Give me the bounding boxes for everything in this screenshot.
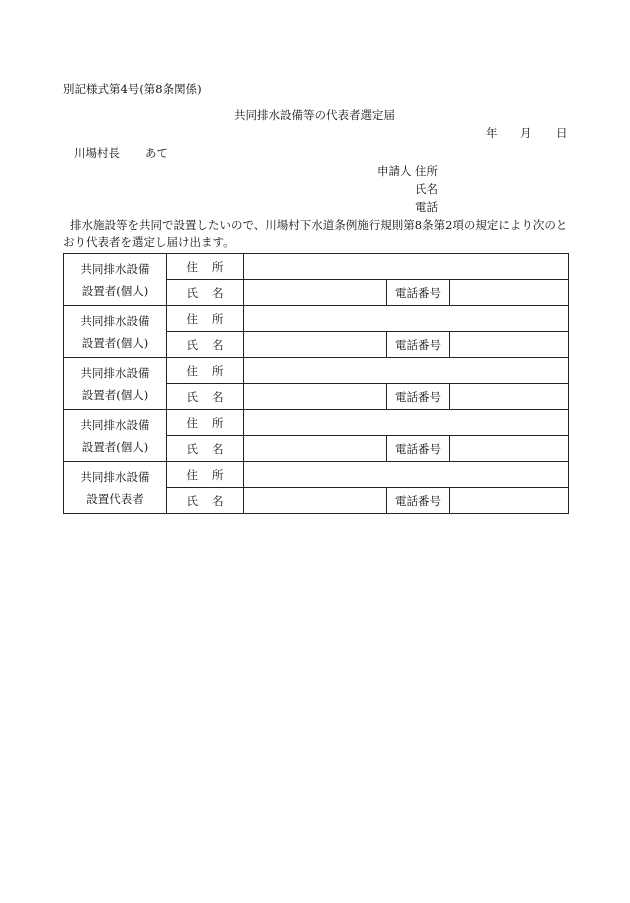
- table-row: [64, 254, 569, 280]
- name-label-b: 名: [212, 285, 224, 300]
- role-line-2: 設置者(個人): [81, 335, 149, 350]
- role-line-1: 共同排水設備: [80, 365, 150, 380]
- date-year-label: 年: [486, 126, 498, 140]
- role-line-2: 設置者(個人): [81, 283, 149, 298]
- name-field[interactable]: [244, 384, 387, 410]
- address-label-b: 所: [212, 259, 224, 274]
- name-label-cell: [167, 436, 244, 462]
- name-label-a: 氏: [186, 493, 198, 508]
- role-line-1: 共同排水設備: [80, 417, 150, 432]
- address-label-a: 住: [186, 467, 198, 482]
- applicant-name-label: 氏名: [415, 182, 438, 196]
- table-row: [64, 306, 569, 332]
- name-label-a: 氏: [186, 389, 198, 404]
- address-field[interactable]: [244, 410, 569, 436]
- role-line-1: 共同排水設備: [80, 261, 150, 276]
- applicant-phone-label: 電話: [415, 200, 438, 214]
- phone-label: 電話番号: [387, 332, 450, 358]
- table-row: [64, 358, 569, 384]
- address-label-cell: [167, 254, 244, 280]
- applicant-address-label: 住所: [415, 164, 438, 178]
- address-label-a: 住: [186, 311, 198, 326]
- role-line-1: 共同排水設備: [80, 313, 150, 328]
- date-day-label: 日: [556, 126, 568, 140]
- name-label-b: 名: [212, 337, 224, 352]
- name-field[interactable]: [244, 488, 387, 514]
- table-row: [64, 462, 569, 488]
- name-field[interactable]: [244, 436, 387, 462]
- representative-table: [63, 253, 569, 514]
- role-cell: [64, 410, 167, 462]
- address-label-a: 住: [186, 415, 198, 430]
- role-cell: [64, 358, 167, 410]
- name-label-b: 名: [212, 389, 224, 404]
- address-label-b: 所: [212, 311, 224, 326]
- phone-label: 電話番号: [387, 436, 450, 462]
- address-label-b: 所: [212, 363, 224, 378]
- body-text-line-1: 排水施設等を共同で設置したいので、川場村下水道条例施行規則第8条第2項の規定により次のと: [70, 218, 568, 232]
- address-label-a: 住: [186, 259, 198, 274]
- role-cell: [64, 306, 167, 358]
- name-label-cell: [167, 384, 244, 410]
- table-row: [64, 410, 569, 436]
- address-label-b: 所: [212, 467, 224, 482]
- role-cell: [64, 254, 167, 306]
- role-cell: [64, 462, 167, 514]
- role-line-1: 共同排水設備: [80, 469, 150, 484]
- name-label-cell: [167, 488, 244, 514]
- name-label-b: 名: [212, 441, 224, 456]
- phone-field[interactable]: [450, 332, 569, 358]
- role-line-2: 設置者(個人): [81, 387, 149, 402]
- address-label-cell: [167, 410, 244, 436]
- name-field[interactable]: [244, 332, 387, 358]
- form-title: 共同排水設備等の代表者選定届: [234, 108, 395, 122]
- address-label-b: 所: [212, 415, 224, 430]
- address-label-cell: [167, 306, 244, 332]
- name-label-b: 名: [212, 493, 224, 508]
- name-field[interactable]: [244, 280, 387, 306]
- phone-label: 電話番号: [387, 280, 450, 306]
- addressee-name: 川場村長: [74, 146, 120, 160]
- phone-field[interactable]: [450, 384, 569, 410]
- address-label-cell: [167, 358, 244, 384]
- address-field[interactable]: [244, 358, 569, 384]
- date-month-label: 月: [520, 126, 532, 140]
- address-field[interactable]: [244, 462, 569, 488]
- addressee-honorific: あて: [145, 146, 168, 160]
- role-line-2: 設置者(個人): [81, 439, 149, 454]
- address-field[interactable]: [244, 254, 569, 280]
- name-label-a: 氏: [186, 285, 198, 300]
- phone-field[interactable]: [450, 280, 569, 306]
- name-label-a: 氏: [186, 441, 198, 456]
- name-label-cell: [167, 332, 244, 358]
- name-label-a: 氏: [186, 337, 198, 352]
- body-text-line-2: おり代表者を選定し届け出ます。: [63, 235, 235, 249]
- phone-label: 電話番号: [387, 384, 450, 410]
- phone-field[interactable]: [450, 488, 569, 514]
- name-label-cell: [167, 280, 244, 306]
- address-field[interactable]: [244, 306, 569, 332]
- applicant-prefix: 申請人: [377, 164, 412, 178]
- address-label-a: 住: [186, 363, 198, 378]
- role-line-2: 設置代表者: [86, 491, 144, 506]
- phone-label: 電話番号: [387, 488, 450, 514]
- phone-field[interactable]: [450, 436, 569, 462]
- address-label-cell: [167, 462, 244, 488]
- form-number: 別記様式第4号(第8条関係): [63, 82, 202, 96]
